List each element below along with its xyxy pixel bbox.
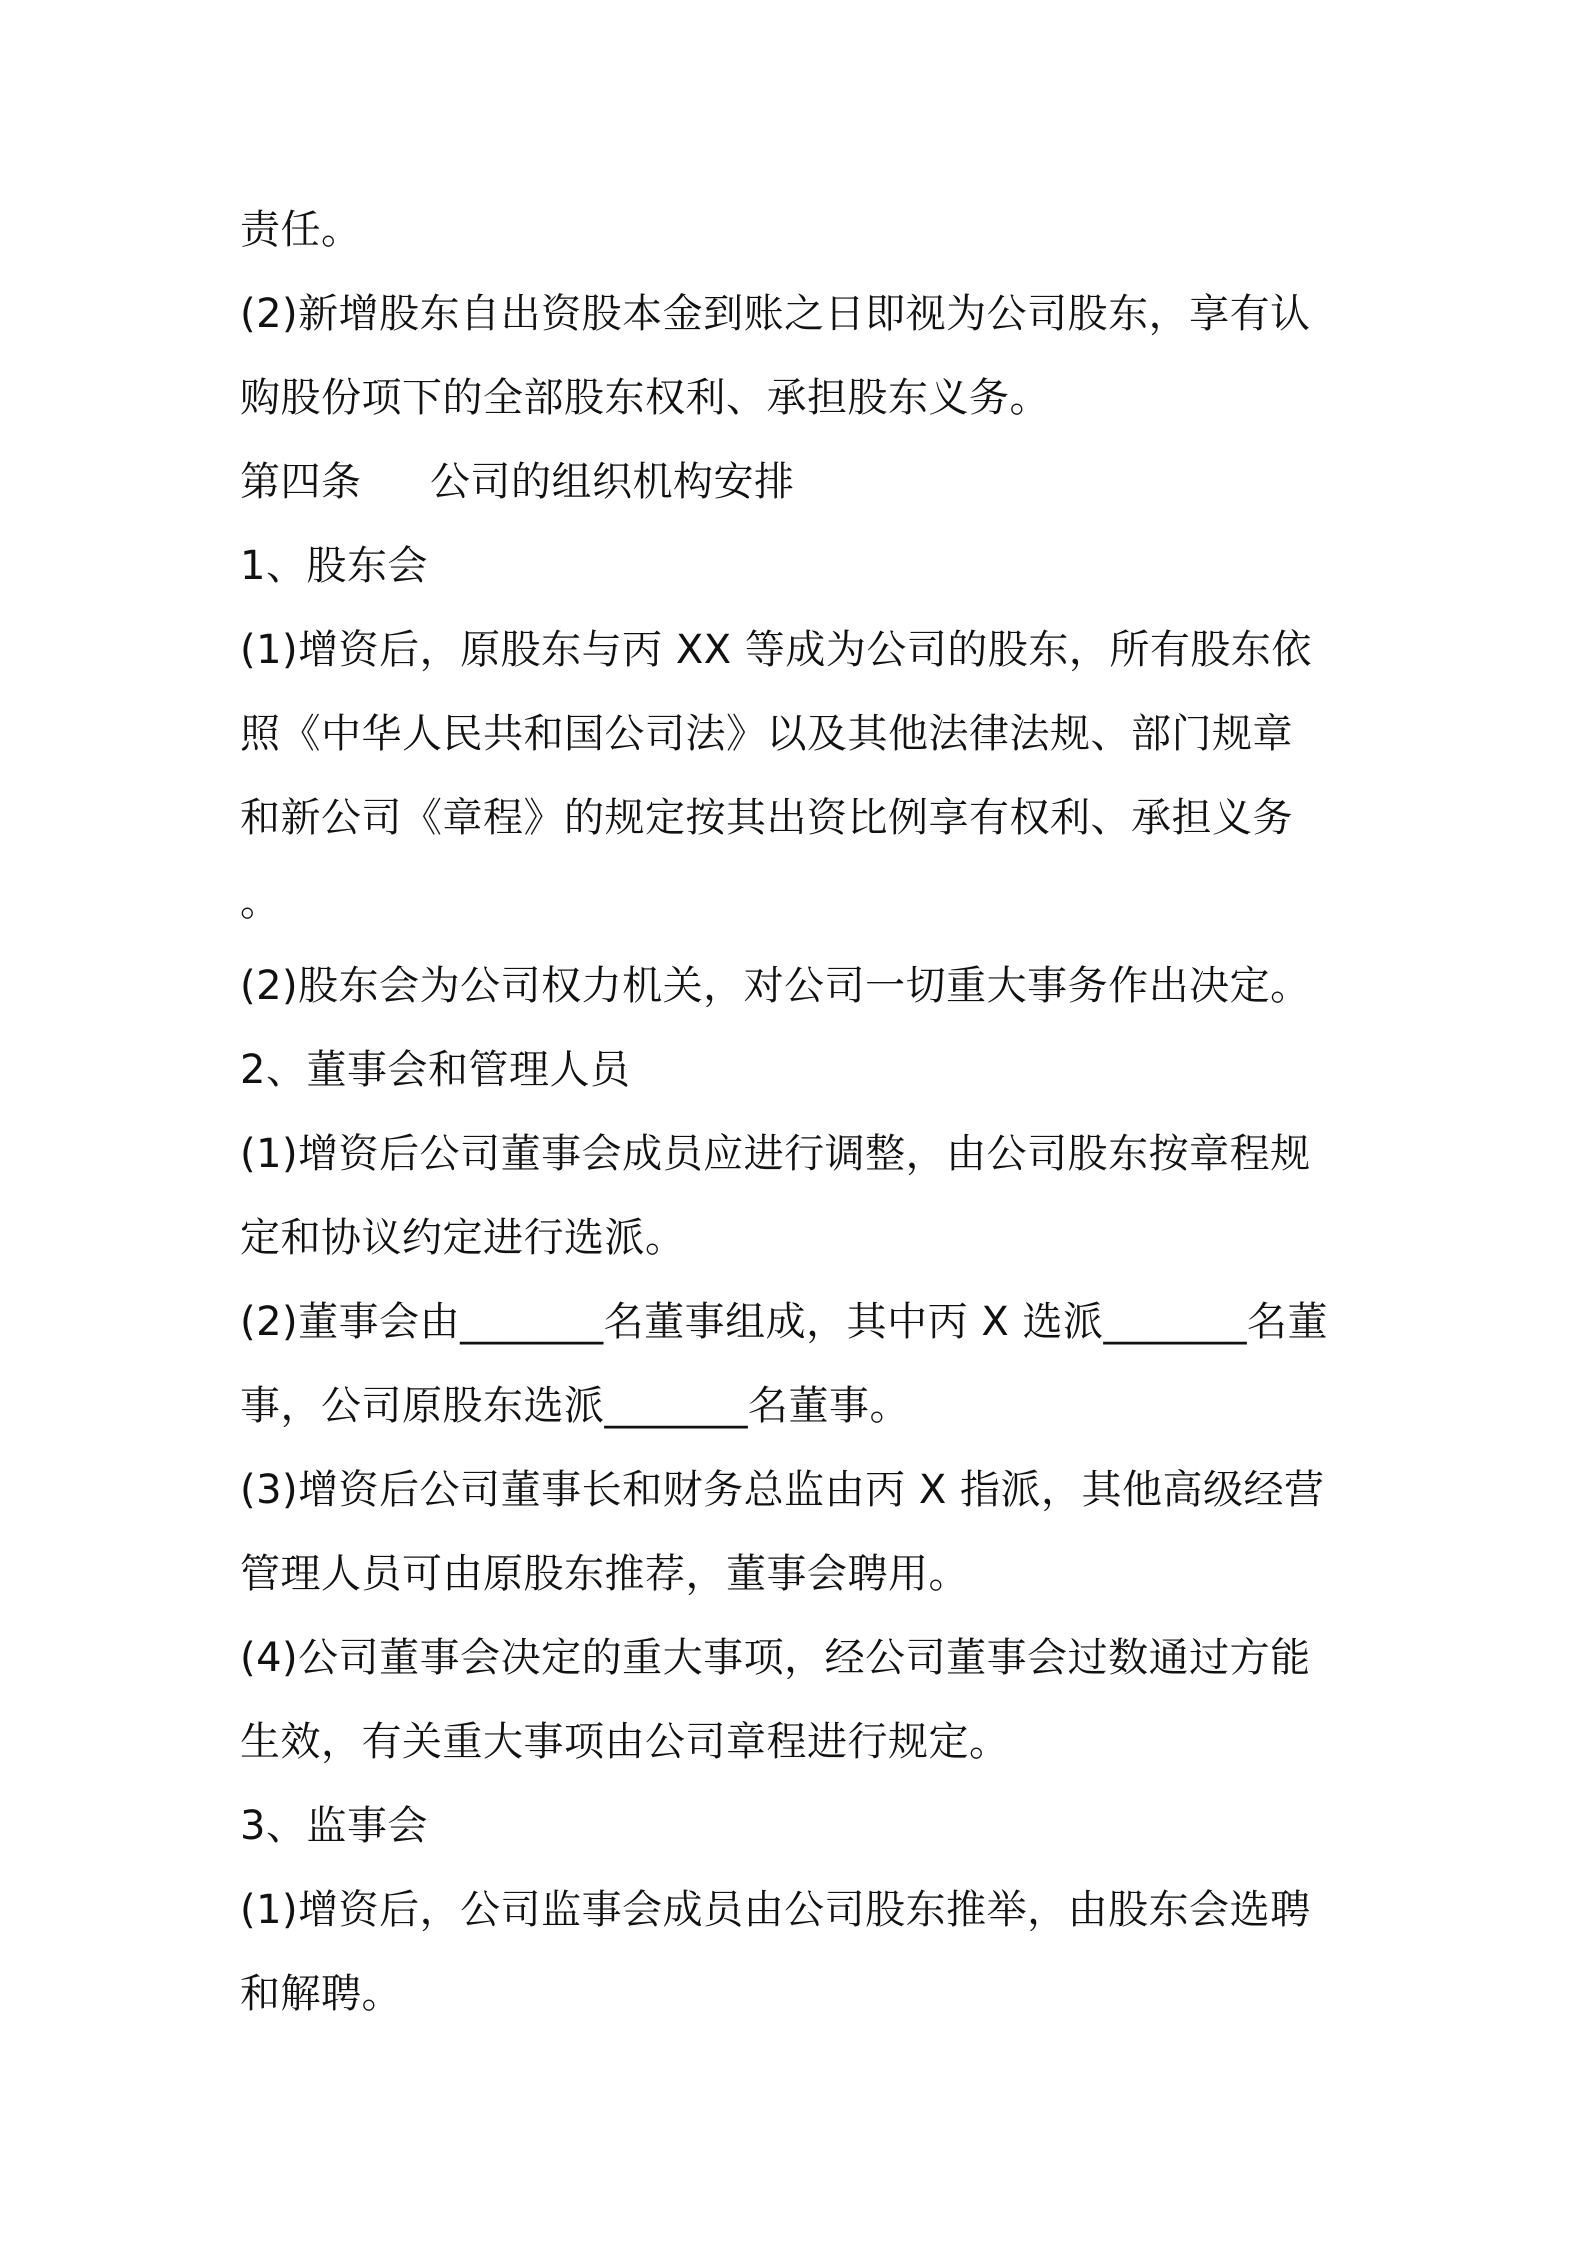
paragraph-line: 生效，有关重大事项由公司章程进行规定。: [240, 1719, 1010, 1765]
paragraph-line: 购股份项下的全部股东权利、承担股东义务。: [240, 375, 1050, 421]
document-body: [240, 188, 1360, 2036]
paragraph-line: 和新公司《章程》的规定按其出资比例享有权利、承担义务: [240, 795, 1293, 841]
paragraph-line: (3)增资后公司董事长和财务总监由丙 X 指派，其他高级经营: [240, 1467, 1325, 1513]
paragraph-line: 定和协议约定进行选派。: [240, 1215, 686, 1261]
paragraph-line: (1)增资后公司董事会成员应进行调整，由公司股东按章程规: [240, 1131, 1311, 1177]
article-heading: [240, 440, 1360, 524]
paragraph-line: 管理人员可由原股东推荐，董事会聘用。: [240, 1551, 969, 1597]
article-number: 第四条: [240, 459, 362, 505]
paragraph-line: 照《中华人民共和国公司法》以及其他法律法规、部门规章: [240, 711, 1293, 757]
paragraph-line: 责任。: [240, 207, 362, 253]
article-title: 公司的组织机构安排: [430, 459, 795, 505]
paragraph-line: 和解聘。: [240, 1971, 402, 2017]
paragraph-line: (1)增资后，公司监事会成员由公司股东推举，由股东会选聘: [240, 1887, 1311, 1933]
section-heading-supervisory-board: 3、监事会: [240, 1803, 428, 1849]
section-heading-board-and-management: 2、董事会和管理人员: [240, 1047, 631, 1093]
paragraph-line: (2)股东会为公司权力机关，对公司一切重大事务作出决定。: [240, 963, 1311, 1009]
paragraph-line: (1)增资后，原股东与丙 XX 等成为公司的股东，所有股东依: [240, 627, 1312, 673]
paragraph-line: (2)新增股东自出资股本金到账之日即视为公司股东，享有认: [240, 291, 1311, 337]
section-heading-shareholders-meeting: 1、股东会: [240, 543, 428, 589]
paragraph-line: 事，公司原股东选派_______名董事。: [240, 1383, 910, 1429]
paragraph-line: 。: [240, 879, 281, 925]
paragraph-line: (2)董事会由_______名董事组成，其中丙 X 选派_______名董: [240, 1299, 1328, 1345]
paragraph-line: (4)公司董事会决定的重大事项，经公司董事会过数通过方能: [240, 1635, 1311, 1681]
